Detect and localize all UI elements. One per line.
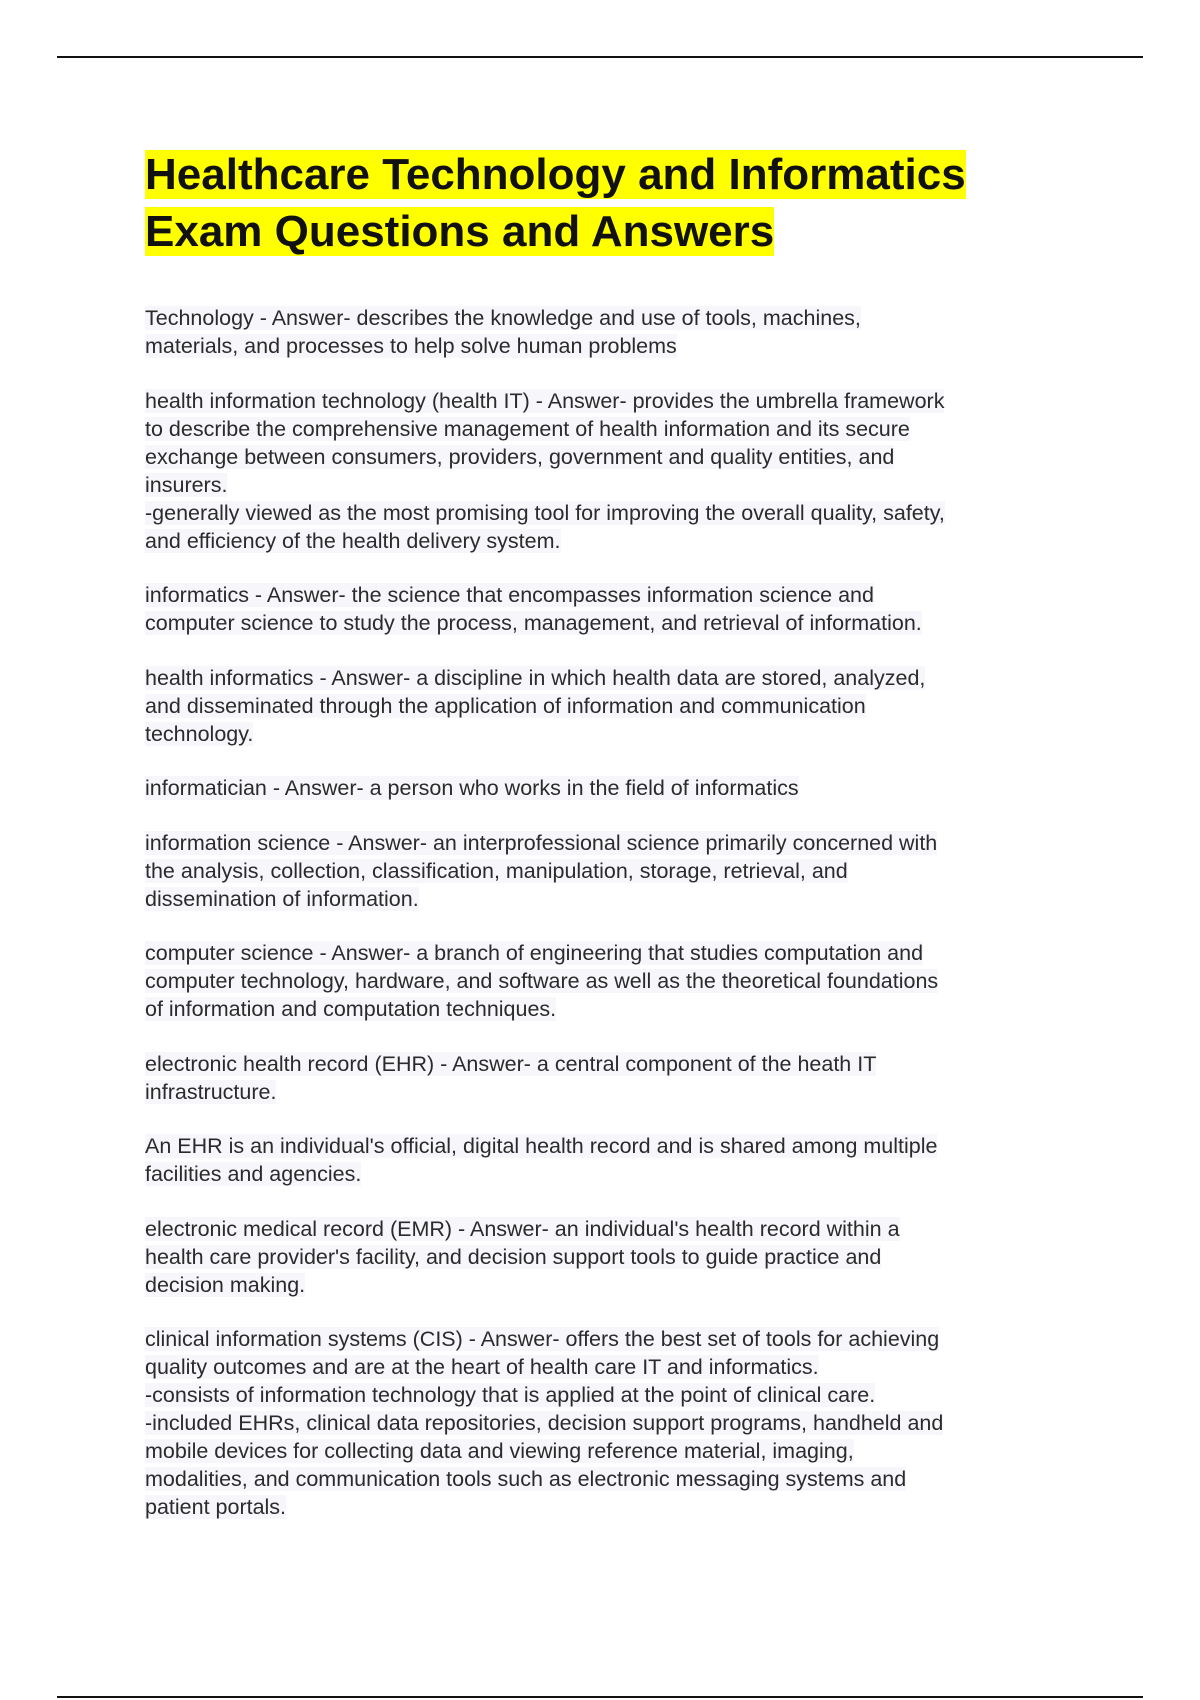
qa-entry xyxy=(145,581,1060,637)
qa-entry xyxy=(145,1050,1060,1106)
qa-entry-text: Technology - Answer- describes the knowledge and use of tools, machines, materials, and processes to help solve human problems xyxy=(145,306,861,358)
document-title xyxy=(145,146,1060,260)
qa-entry-text: electronic health record (EHR) - Answer- a central component of the heath IT infrastructure. xyxy=(145,1051,877,1104)
qa-entry xyxy=(145,387,1060,555)
qa-entry-text: informatics - Answer- the science that encompasses information science and computer science to study the process, management, and retrieval of information. xyxy=(145,583,922,635)
qa-entries xyxy=(145,304,1060,1521)
qa-entry xyxy=(145,1215,1060,1299)
qa-entry xyxy=(145,1325,1060,1521)
bottom-divider xyxy=(57,1696,1143,1698)
qa-entry-text: clinical information systems (CIS) - Answer- offers the best set of tools for achieving quality outcomes and are at the heart of health care IT and informatics. -consists of information technology that is applied at the point of clinical care. -included EHRs, clinical data repositories, decision support programs, handheld and mobile devices for collecting data and viewing reference material, imaging, modalities, and communication tools such as electronic messaging systems and patient portals. xyxy=(145,1327,944,1519)
qa-entry xyxy=(145,1132,1060,1188)
qa-entry-text: computer science - Answer- a branch of engineering that studies computation and computer technology, hardware, and software as well as the theoretical foundations of information and computation techniques. xyxy=(145,941,939,1021)
document-body xyxy=(145,146,1060,1548)
qa-entry xyxy=(145,939,1060,1023)
qa-entry-text: electronic medical record (EMR) - Answer- an individual's health record within a health care provider's facility, and decision support tools to guide practice and decision making. xyxy=(145,1216,900,1297)
title-highlight xyxy=(145,150,966,256)
qa-entry-text: informatician - Answer- a person who works in the field of informatics xyxy=(145,776,799,800)
qa-entry xyxy=(145,664,1060,748)
qa-entry-text: information science - Answer- an interprofessional science primarily concerned with the analysis, collection, classification, manipulation, storage, retrieval, and dissemination of information. xyxy=(145,830,938,911)
qa-entry-text: An EHR is an individual's official, digital health record and is shared among multiple facilities and agencies. xyxy=(145,1134,938,1186)
title-line-2: Exam Questions and Answers xyxy=(145,207,775,256)
qa-entry xyxy=(145,304,1060,360)
qa-entry-text: health information technology (health IT) - Answer- provides the umbrella framework to describe the comprehensive management of health information and its secure exchange between consumers, providers, government and quality entities, and insurers. -generally viewed as the most promising tool for improving the overall quality, safety, and efficiency of the health delivery system. xyxy=(145,388,945,553)
title-line-1: Healthcare Technology and Informatics xyxy=(145,150,966,199)
qa-entry xyxy=(145,829,1060,913)
qa-entry xyxy=(145,774,1060,802)
qa-entry-text: health informatics - Answer- a discipline in which health data are stored, analyzed, and disseminated through the application of information and communication technology. xyxy=(145,665,926,746)
top-divider xyxy=(57,56,1143,58)
